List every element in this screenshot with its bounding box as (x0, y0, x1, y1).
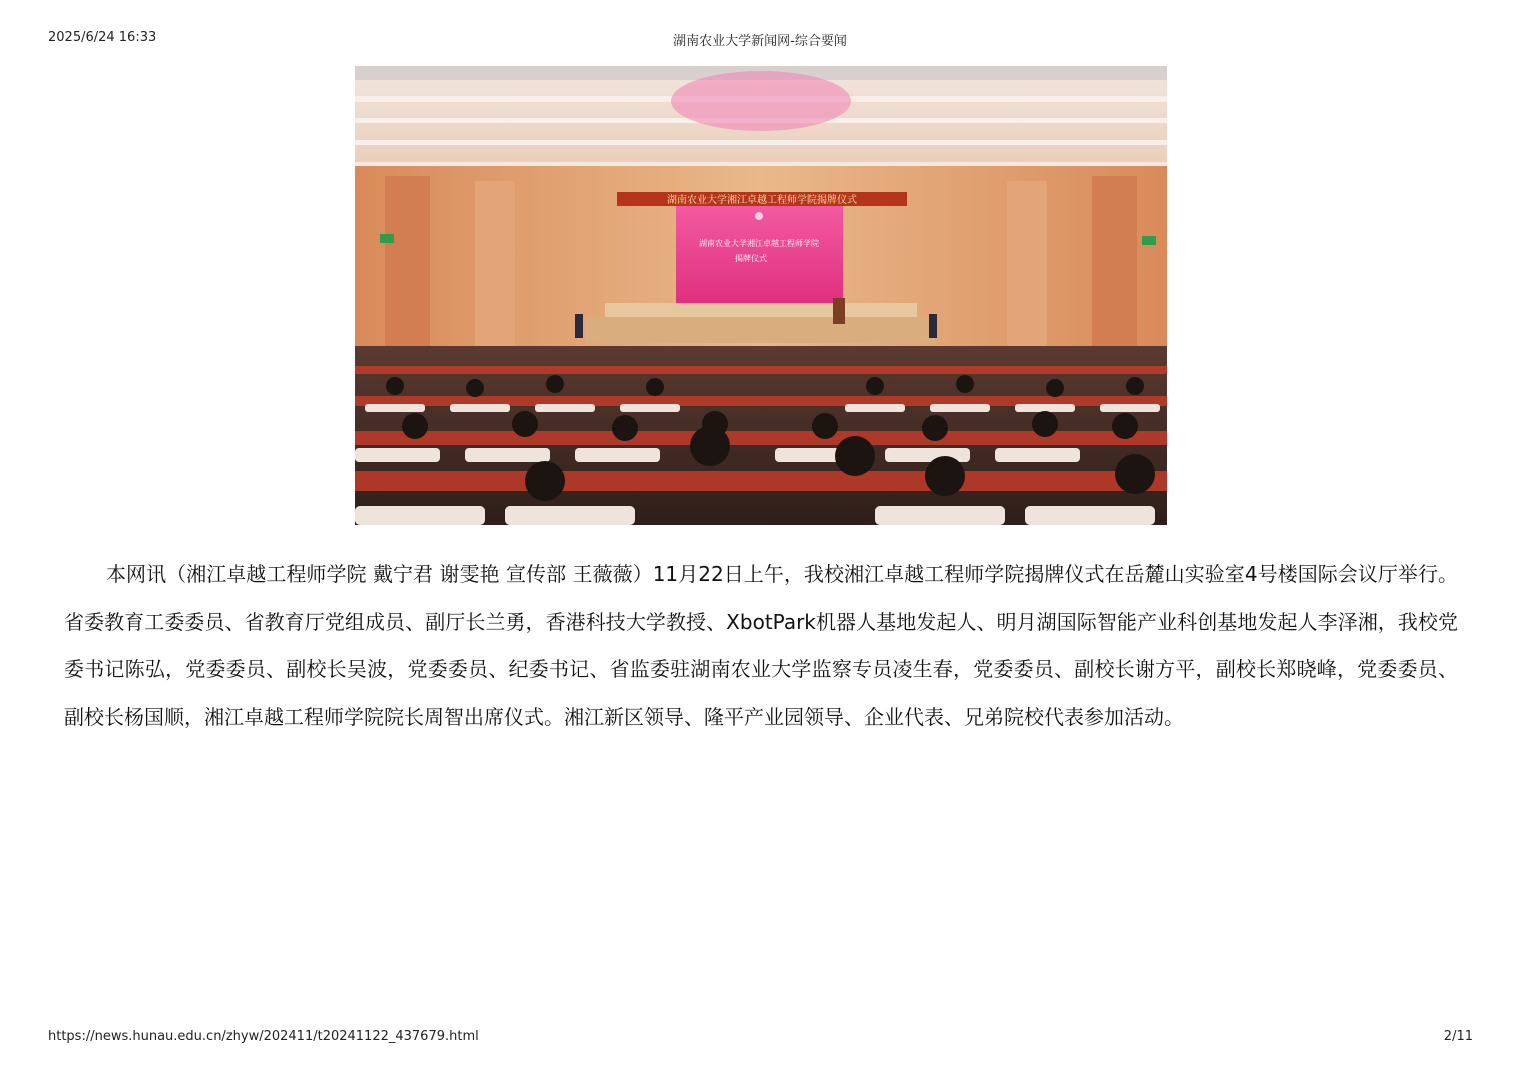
print-page-title: 湖南农业大学新闻网-综合要闻 (673, 34, 847, 49)
article-paragraph: 本网讯（湘江卓越工程师学院 戴宁君 谢雯艳 宣传部 王薇薇）11月22日上午，我校湘江卓越工程师学院揭牌仪式在岳麓山实验室4号楼国际会议厅举行。省委教育工委委员、省教育厅党组成员、副厅长兰勇，香港科技大学教授、XbotPark机器人基地发起人、明月湖国际智能产业科创基地发起人李泽湘，我校党委书记陈弘，党委委员、副校长吴波，党委委员、纪委书记、省监委驻湖南农业大学监察专员凌生春，党委委员、副校长谢方平，副校长郑晓峰，党委委员、副校长杨国顺，湘江卓越工程师学院院长周智出席仪式。湘江新区领导、隆平产业园领导、企业代表、兄弟院校代表参加活动。 (64, 562, 1458, 729)
screen-title-line1: 湖南农业大学湘江卓越工程师学院 (699, 239, 819, 248)
news-photo-auditorium (355, 66, 1167, 525)
print-page-number: 2/11 (1443, 1029, 1473, 1044)
print-datetime: 2025/6/24 16:33 (48, 30, 157, 45)
stage-banner-text: 湖南农业大学湘江卓越工程师学院揭牌仪式 (667, 195, 857, 206)
screen-title-line2: 揭牌仪式 (735, 254, 767, 263)
print-url: https://news.hunau.edu.cn/zhyw/202411/t20241122_437679.html (48, 1029, 479, 1044)
